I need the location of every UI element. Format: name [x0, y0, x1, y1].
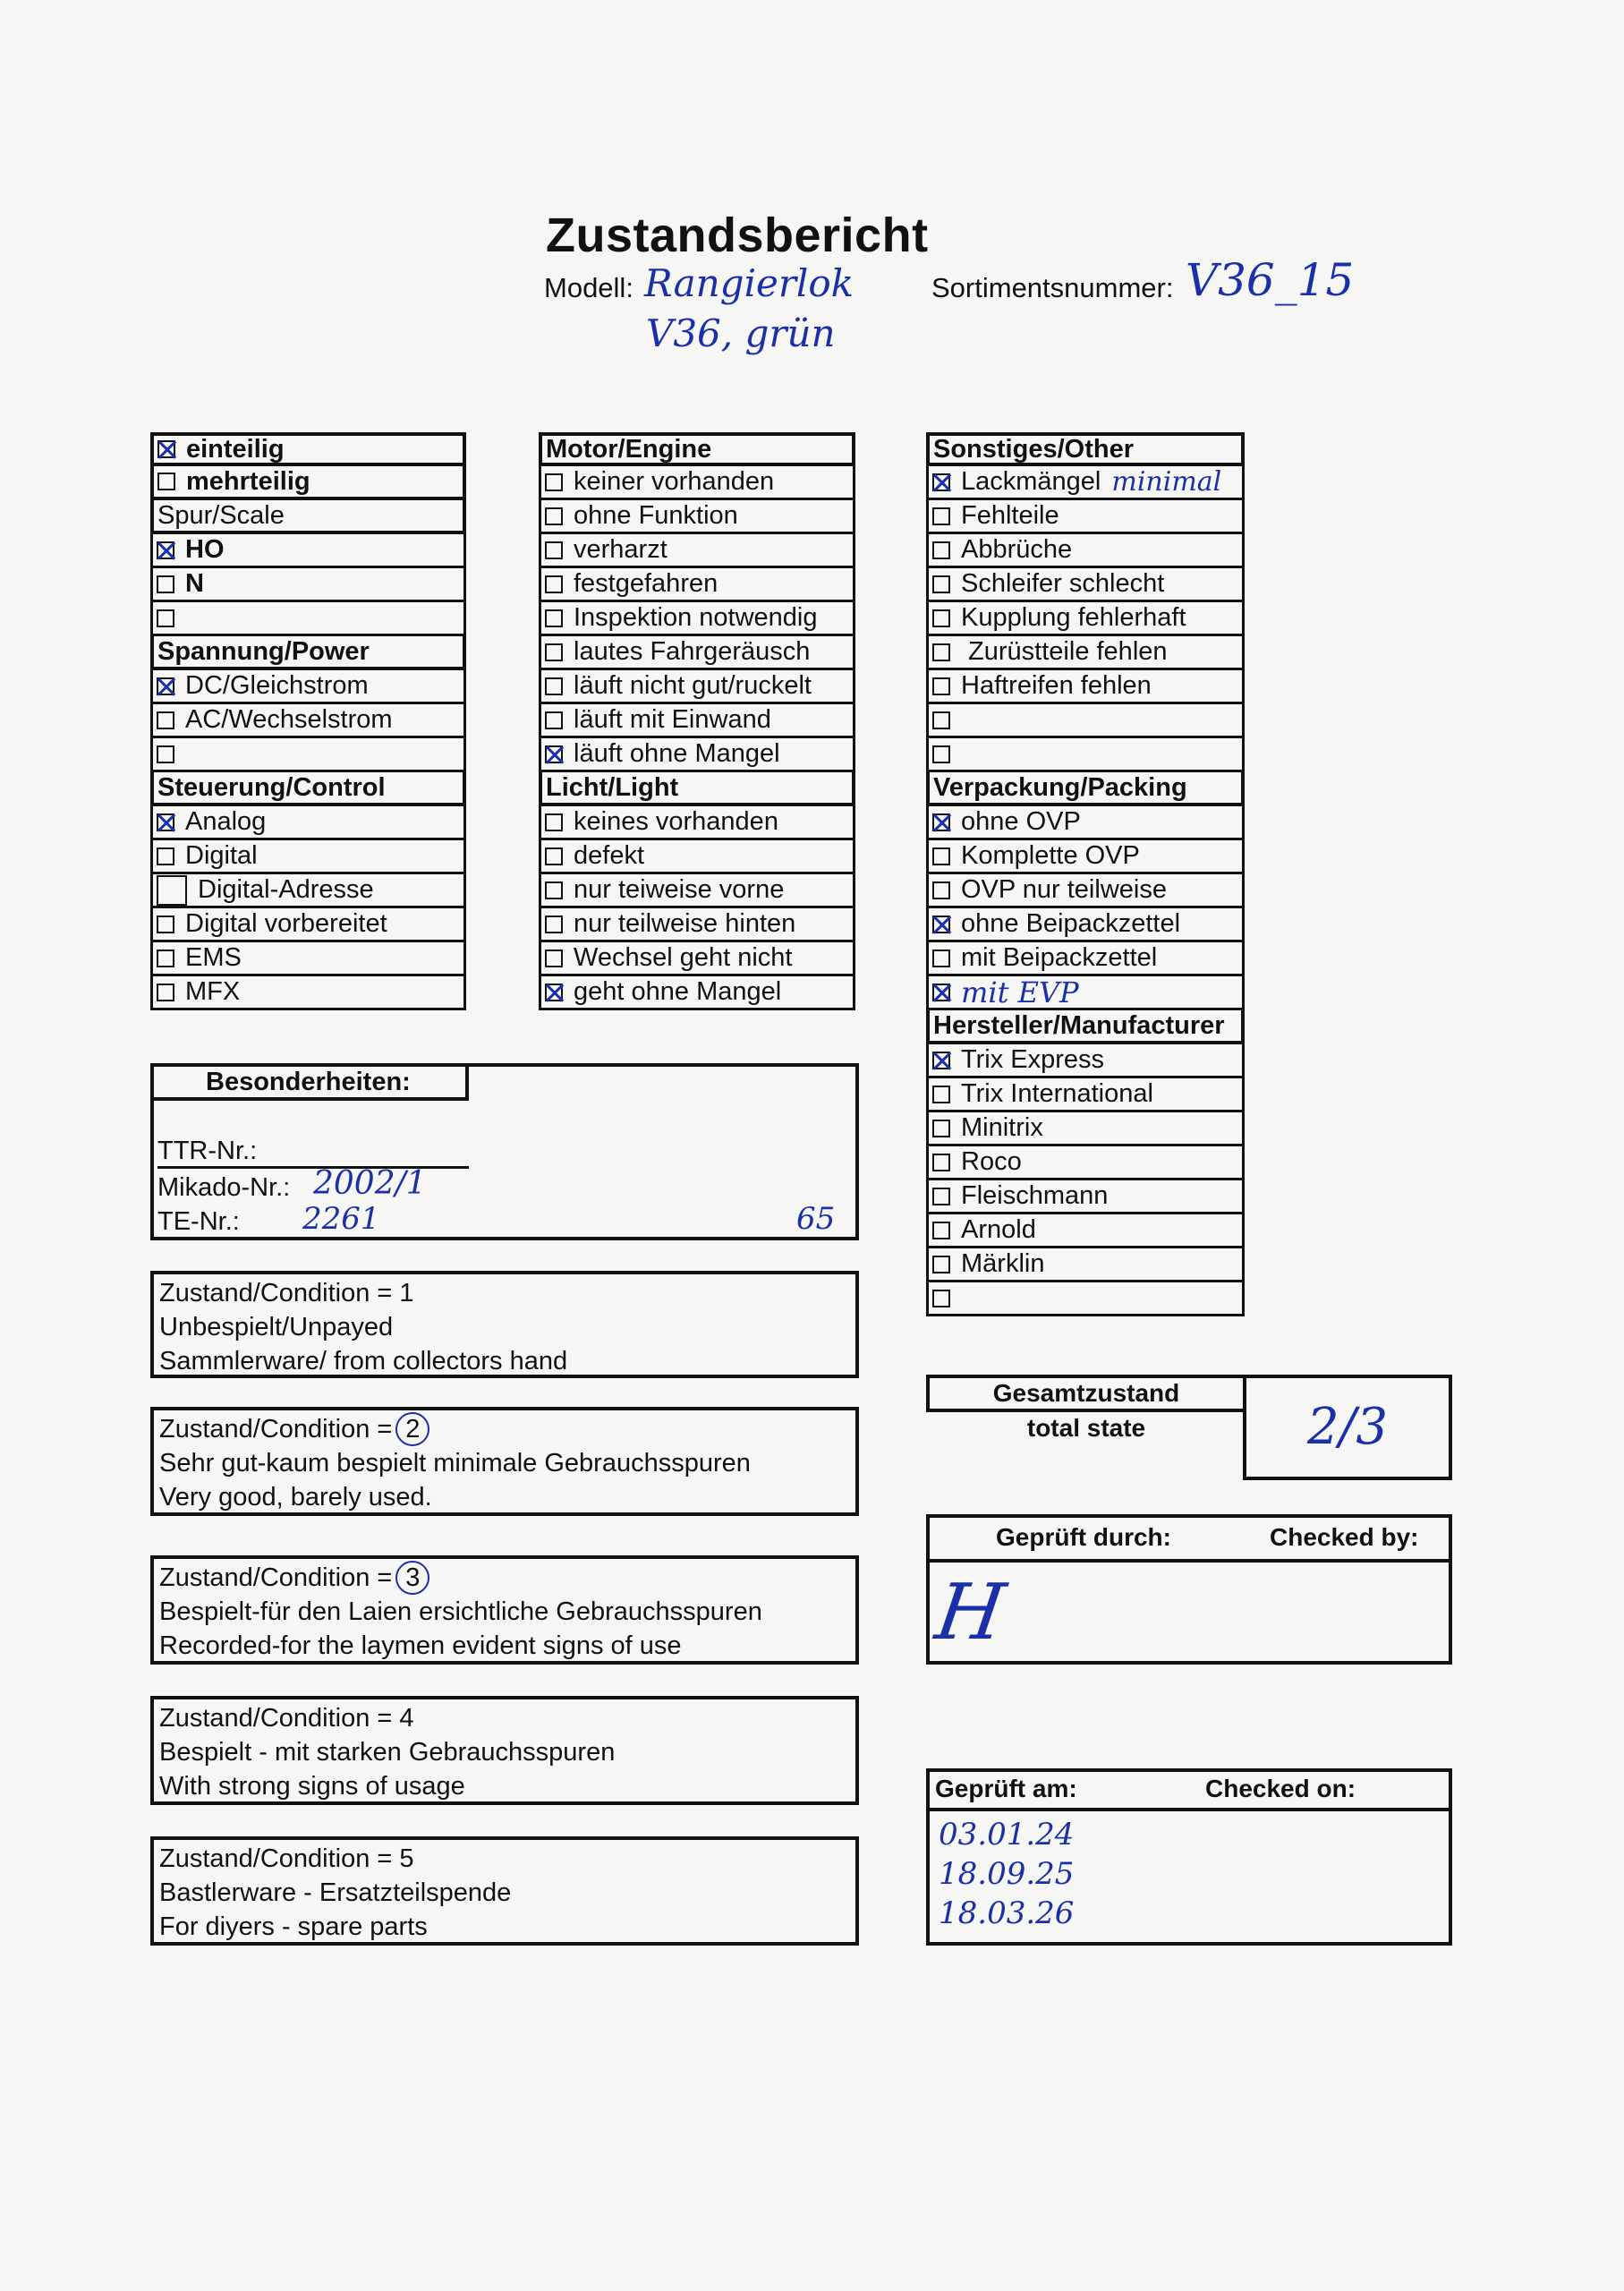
modell-value-1: Rangierlok: [644, 261, 855, 305]
modell-label: Modell:: [544, 272, 633, 303]
checkbox[interactable]: [932, 609, 950, 627]
checked-by-label-en: Checked by:: [1270, 1523, 1419, 1551]
modell-value-2: V36, grün: [646, 311, 836, 355]
motor-row: läuft nicht gut/ruckelt: [539, 670, 855, 704]
checkbox[interactable]: [157, 711, 174, 729]
power-row-ac: AC/Wechselstrom: [150, 704, 466, 738]
packing-row: ohne OVP: [926, 806, 1245, 840]
other-row: Schleifer schlecht: [926, 568, 1245, 602]
light-header: Licht/Light: [539, 772, 855, 806]
spur-row-empty: [150, 602, 466, 636]
checkbox[interactable]: [932, 507, 950, 525]
checkbox[interactable]: [545, 881, 563, 899]
checkbox[interactable]: [545, 745, 563, 763]
checkbox[interactable]: [545, 916, 563, 933]
checkbox[interactable]: [157, 813, 174, 831]
condition-box-4: Zustand/Condition = 4 Bespielt - mit starken Gebrauchsspuren With strong signs of usage: [150, 1696, 859, 1805]
checkbox[interactable]: [932, 643, 950, 661]
checkbox[interactable]: [157, 575, 174, 593]
checkbox[interactable]: [932, 881, 950, 899]
condition-box-3: Zustand/Condition = 3 Bespielt-für den Laien ersichtliche Gebrauchsspuren Recorded-for the laymen evident signs of use: [150, 1555, 859, 1665]
checked-on-label-en: Checked on:: [1205, 1775, 1356, 1802]
condition-mark: 2: [395, 1412, 429, 1446]
checkbox[interactable]: [157, 950, 174, 967]
total-label: Gesamtzustand: [926, 1375, 1246, 1412]
manufacturer-header: Hersteller/Manufacturer: [926, 1010, 1245, 1044]
checkbox[interactable]: [545, 473, 563, 491]
other-row: Kupplung fehlerhaft: [926, 602, 1245, 636]
date-2: 18.09.25: [939, 1856, 1075, 1892]
checkbox[interactable]: [932, 1052, 950, 1069]
total-label-2: total state: [1026, 1414, 1146, 1442]
other-row: Zurüstteile fehlen: [926, 636, 1245, 670]
signature: H: [930, 1568, 1011, 1657]
lack-note: minimal: [1111, 466, 1222, 498]
motor-row: lautes Fahrgeräusch: [539, 636, 855, 670]
type-row-einteilig: einteilig: [150, 432, 466, 466]
packing-row: mit Beipackzettel: [926, 942, 1245, 976]
checkbox[interactable]: [932, 1290, 950, 1307]
other-header: Sonstiges/Other: [926, 432, 1245, 466]
checkbox[interactable]: [932, 950, 950, 967]
motor-row: verharzt: [539, 534, 855, 568]
packing-row: Komplette OVP: [926, 840, 1245, 874]
motor-row: läuft ohne Mangel: [539, 738, 855, 772]
other-row: Haftreifen fehlen: [926, 670, 1245, 704]
checkbox[interactable]: [545, 507, 563, 525]
checkbox[interactable]: [932, 745, 950, 763]
checked-on-box: [926, 1768, 1452, 1946]
manufacturer-row: Arnold: [926, 1214, 1245, 1248]
checkbox[interactable]: [932, 847, 950, 865]
checkbox[interactable]: [545, 643, 563, 661]
page-title: Zustandsbericht: [546, 209, 929, 262]
spur-row-n: N: [150, 568, 466, 602]
checkbox[interactable]: [932, 813, 950, 831]
condition-box-1: Zustand/Condition = 1 Unbespielt/Unpayed Sammlerware/ from collectors hand: [150, 1271, 859, 1378]
condition-box-5: Zustand/Condition = 5 Bastlerware - Ersatzteilspende For diyers - spare parts: [150, 1836, 859, 1946]
manufacturer-row: Trix Express: [926, 1044, 1245, 1078]
checkbox[interactable]: [932, 1154, 950, 1171]
ttr-label: TTR-Nr.:: [157, 1137, 469, 1169]
other-row: Abbrüche: [926, 534, 1245, 568]
light-row: geht ohne Mangel: [539, 976, 855, 1010]
packing-row-extra: mit EVP: [926, 976, 1245, 1010]
manufacturer-row: [926, 1282, 1245, 1316]
control-row-digital: Digital: [150, 840, 466, 874]
column-type: [150, 432, 466, 1010]
checkbox[interactable]: [545, 609, 563, 627]
motor-row: ohne Funktion: [539, 500, 855, 534]
other-row: Fehlteile: [926, 500, 1245, 534]
checkbox[interactable]: [932, 1222, 950, 1239]
light-row: keines vorhanden: [539, 806, 855, 840]
motor-row: läuft mit Einwand: [539, 704, 855, 738]
checkbox[interactable]: [157, 916, 174, 933]
other-row: Lackmängel minimal: [926, 466, 1245, 500]
extra-value: 65: [796, 1201, 836, 1237]
light-row: defekt: [539, 840, 855, 874]
light-row: nur teilweise hinten: [539, 908, 855, 942]
mikado-label: Mikado-Nr.:: [157, 1173, 291, 1202]
control-row-mfx: MFX: [150, 976, 466, 1010]
checkbox[interactable]: [545, 541, 563, 559]
checkbox[interactable]: [157, 875, 187, 906]
checkbox[interactable]: [932, 575, 950, 593]
special-header: Besonderheiten:: [150, 1063, 469, 1101]
date-3: 18.03.26: [939, 1895, 1075, 1931]
column-motor-light: [539, 432, 855, 1010]
checkbox[interactable]: [932, 711, 950, 729]
sortiment-label: Sortimentsnummer:: [931, 272, 1174, 303]
checkbox[interactable]: [157, 677, 174, 695]
checkbox[interactable]: [545, 677, 563, 695]
checkbox[interactable]: [932, 1086, 950, 1103]
checkbox[interactable]: [932, 1120, 950, 1137]
checkbox[interactable]: [157, 745, 174, 763]
checked-by-box: [926, 1514, 1452, 1665]
manufacturer-row: Märklin: [926, 1248, 1245, 1282]
light-row: Wechsel geht nicht: [539, 942, 855, 976]
motor-row: Inspektion notwendig: [539, 602, 855, 636]
checkbox[interactable]: [545, 847, 563, 865]
control-row-analog: Analog: [150, 806, 466, 840]
other-row: [926, 704, 1245, 738]
motor-row: festgefahren: [539, 568, 855, 602]
control-row-digital-adresse: Digital-Adresse: [150, 874, 466, 908]
sortiment-value: V36_15: [1186, 254, 1355, 306]
manufacturer-row: Fleischmann: [926, 1180, 1245, 1214]
checkbox[interactable]: [545, 813, 563, 831]
checkbox[interactable]: [545, 711, 563, 729]
checkbox[interactable]: [157, 609, 174, 627]
checked-on-label-de: Geprüft am:: [935, 1775, 1077, 1802]
packing-header: Verpackung/Packing: [926, 772, 1245, 806]
power-row-empty: [150, 738, 466, 772]
te-label: TE-Nr.:: [157, 1207, 240, 1236]
control-header: Steuerung/Control: [150, 772, 466, 806]
manufacturer-row: Trix International: [926, 1078, 1245, 1112]
spur-header: Spur/Scale: [150, 500, 466, 534]
checkbox[interactable]: [932, 1188, 950, 1205]
control-row-ems: EMS: [150, 942, 466, 976]
packing-row: ohne Beipackzettel: [926, 908, 1245, 942]
checkbox[interactable]: [932, 677, 950, 695]
checkbox[interactable]: [932, 541, 950, 559]
checkbox[interactable]: [157, 984, 174, 1001]
condition-box-2: Zustand/Condition = 2 Sehr gut-kaum bespielt minimale Gebrauchsspuren Very good, barely used.: [150, 1407, 859, 1516]
motor-row: keiner vorhanden: [539, 466, 855, 500]
spur-row-ho: HO: [150, 534, 466, 568]
manufacturer-row: Roco: [926, 1146, 1245, 1180]
type-row-mehrteilig: mehrteilig: [150, 466, 466, 500]
checkbox[interactable]: [932, 1256, 950, 1273]
checkbox[interactable]: [157, 847, 174, 865]
power-row-dc: DC/Gleichstrom: [150, 670, 466, 704]
mikado-value: 2002/1: [313, 1165, 427, 1202]
te-value: 2261: [302, 1201, 380, 1237]
checkbox[interactable]: [157, 541, 174, 559]
checkbox[interactable]: [545, 575, 563, 593]
checkbox[interactable]: [932, 473, 950, 491]
column-other: [926, 432, 1245, 1316]
checkbox[interactable]: [932, 916, 950, 933]
date-1: 03.01.24: [939, 1817, 1075, 1852]
checkbox[interactable]: [157, 473, 175, 490]
motor-header: Motor/Engine: [539, 432, 855, 466]
packing-row: OVP nur teilweise: [926, 874, 1245, 908]
control-row-digital-vorbereitet: Digital vorbereitet: [150, 908, 466, 942]
condition-mark: 3: [395, 1561, 429, 1595]
power-header: Spannung/Power: [150, 636, 466, 670]
checked-by-label-de: Geprüft durch:: [996, 1523, 1171, 1551]
checkbox[interactable]: [545, 984, 563, 1001]
other-row: [926, 738, 1245, 772]
total-value-box: [1243, 1375, 1452, 1480]
total-value: 2/3: [1306, 1398, 1389, 1456]
checkbox[interactable]: [545, 950, 563, 967]
checkbox[interactable]: [157, 440, 175, 458]
manufacturer-row: Minitrix: [926, 1112, 1245, 1146]
checkbox[interactable]: [932, 984, 950, 1001]
light-row: nur teiweise vorne: [539, 874, 855, 908]
